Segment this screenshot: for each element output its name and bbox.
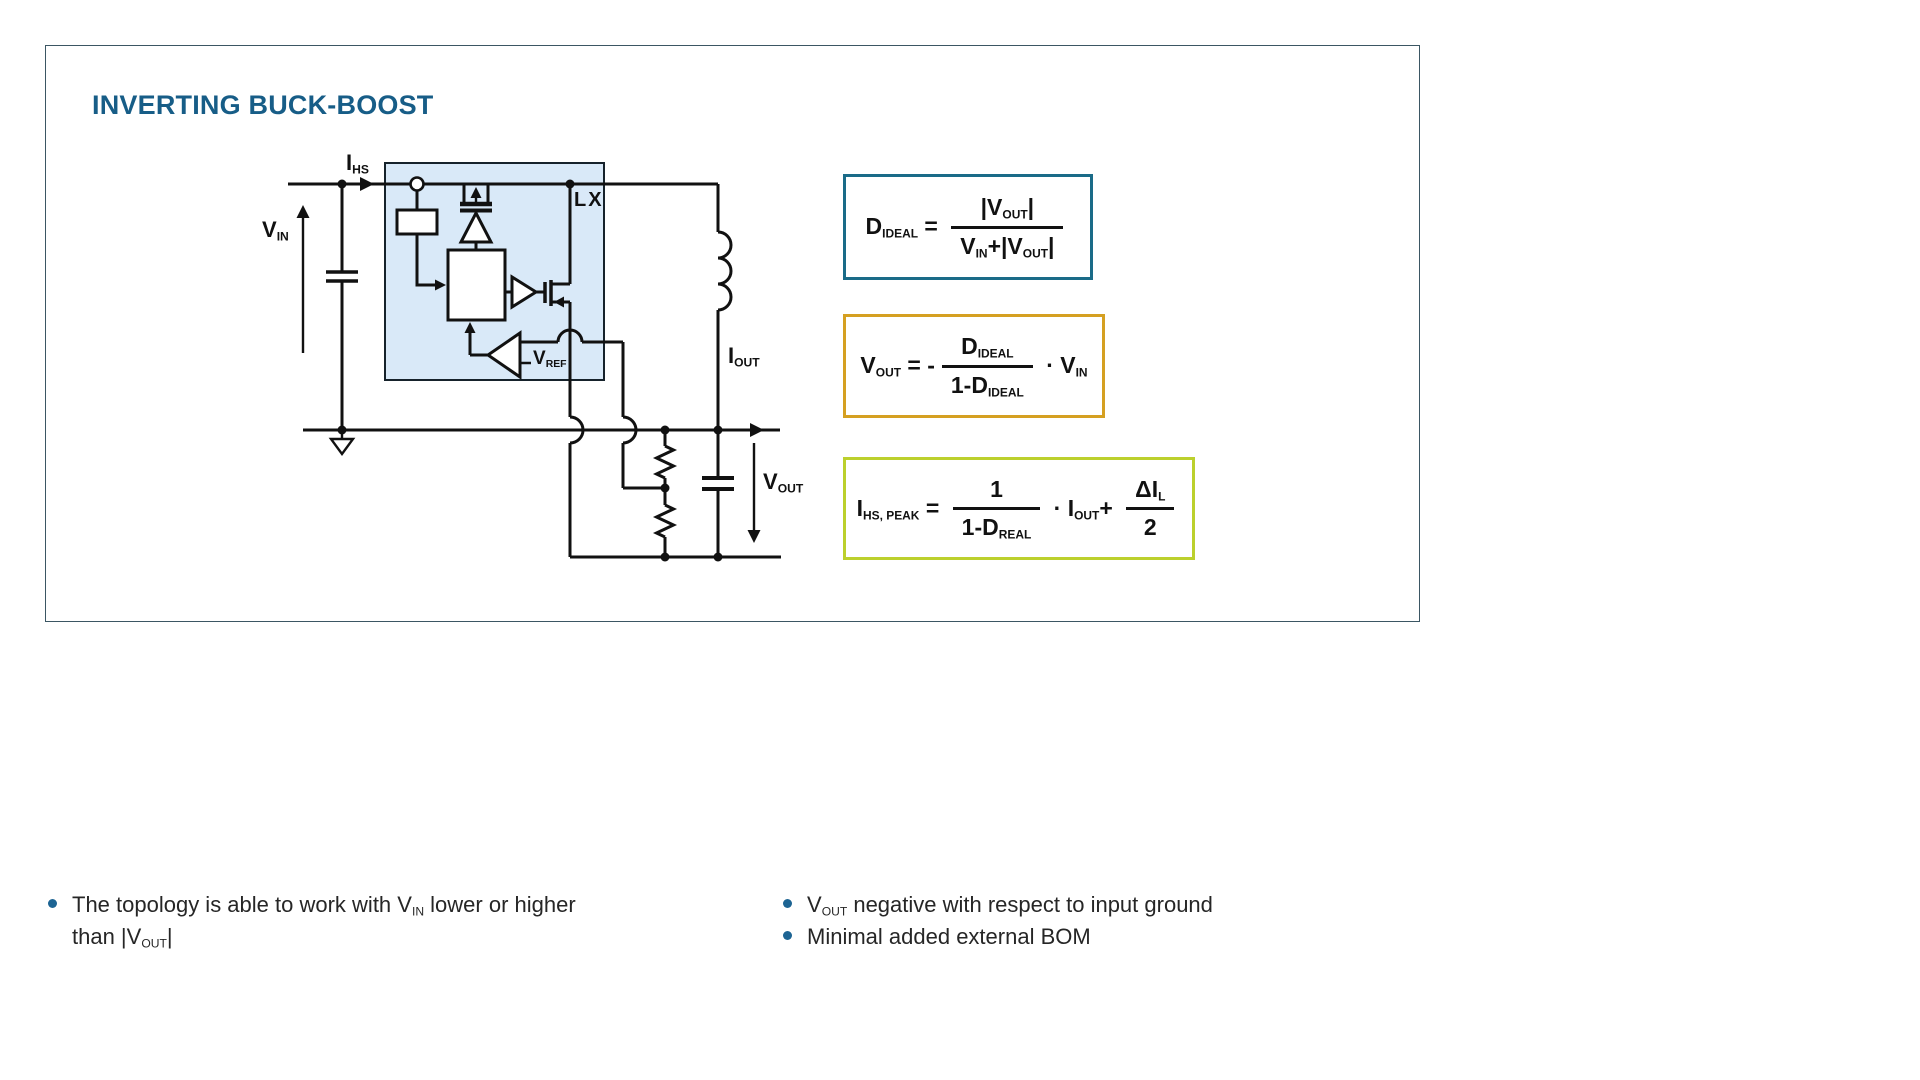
page-title: INVERTING BUCK-BOOST (92, 90, 434, 120)
bullet-list-left (48, 889, 688, 953)
sense-block (397, 210, 437, 234)
output-capacitor (702, 478, 734, 489)
feedback-resistor-top (657, 446, 674, 478)
bullet-list-right (783, 889, 1423, 952)
bullet-text: The topology is able to work with $V_{IN}$ lower or higher than $|V_{OUT}|$ (72, 892, 576, 951)
vout-arrowhead (748, 530, 761, 543)
bullet-text: $V_{OUT}$ negative with respect to input ground (807, 892, 1213, 919)
bullet-item (783, 889, 1423, 921)
circuit-diagram (260, 140, 800, 580)
formula-box-output-voltage: $V_{OUT}$ = - $\frac{D_{IDEAL}}{1-D_{IDEAL}}$ · $V_{IN}$ (843, 314, 1105, 418)
iout-flow-arrow (750, 423, 764, 437)
bullet-text: Minimal added external BOM (807, 923, 1091, 949)
label-vout: $V_{OUT}$ (763, 469, 804, 496)
bullet-dot (783, 899, 792, 908)
bullet-dot (48, 899, 57, 908)
label-lx: LX (574, 189, 604, 211)
current-sensor (411, 178, 424, 191)
ihs-flow-arrow (360, 177, 374, 191)
feedback-resistor-bottom (657, 505, 674, 537)
ground-symbol (331, 439, 353, 454)
bullet-item (783, 921, 1423, 952)
label-ihs: $I_{HS}$ (346, 150, 369, 177)
bullet-dot (783, 931, 792, 940)
inductor (718, 232, 731, 310)
label-iout: $I_{OUT}$ (728, 343, 760, 370)
input-capacitor (326, 272, 358, 281)
formula-box-ideal-duty-cycle: $D_{IDEAL}$ = $\frac{|V_{OUT}|}{V_{IN}+|V_{OUT}|}$ (843, 174, 1093, 280)
vin-arrowhead (297, 205, 310, 218)
bullet-item (48, 889, 688, 953)
formula-box-peak-current: $I_{HS, PEAK}$ = $\frac{1}{1-D_{REAL}}$ · $I_{OUT}+$ $\frac{\Delta I_L}{2}$ (843, 457, 1195, 560)
control-block (448, 250, 505, 320)
label-vref: $V_{REF}$ (533, 348, 567, 371)
label-vin: $V_{IN}$ (262, 217, 289, 244)
